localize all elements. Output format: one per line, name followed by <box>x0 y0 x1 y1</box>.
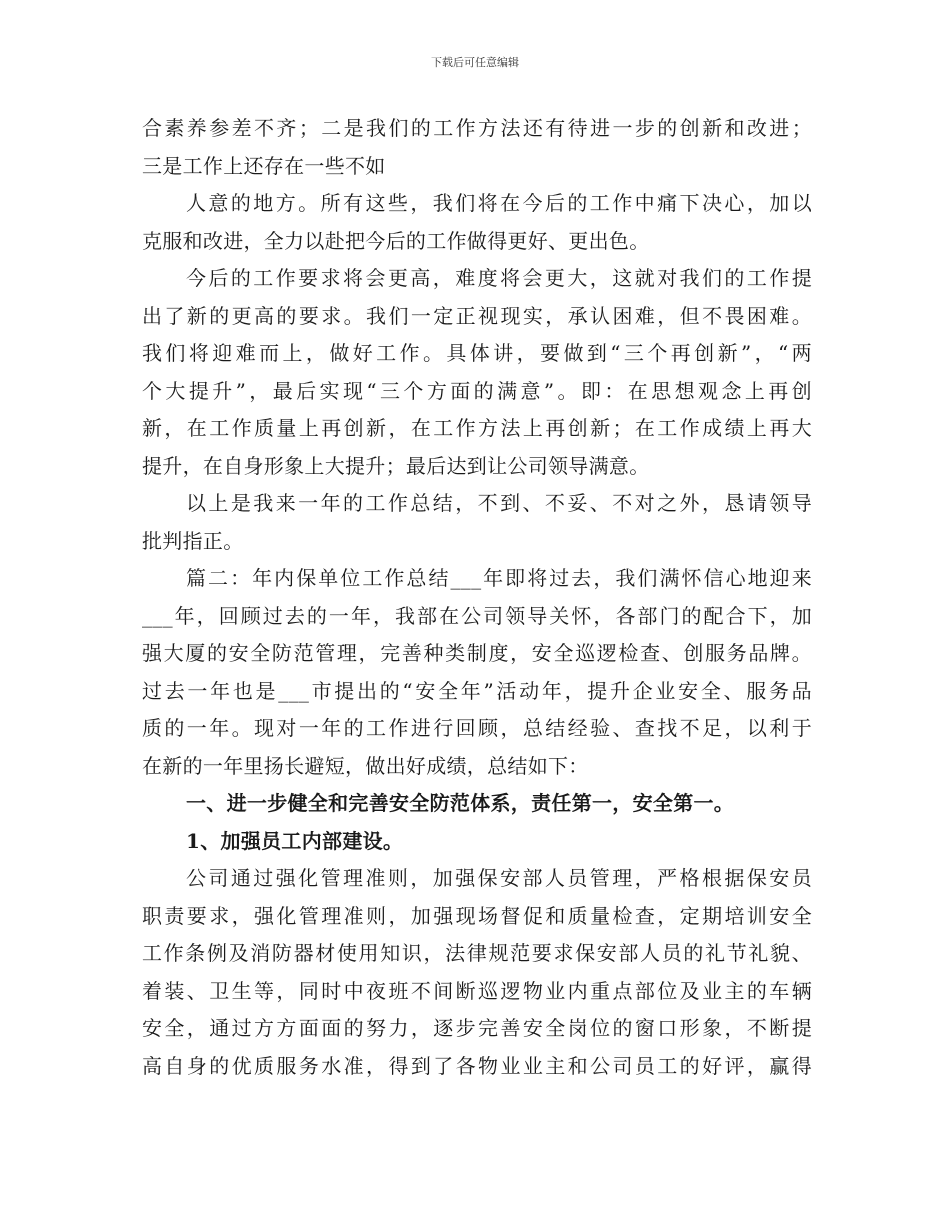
paragraph-line: 篇二：年内保单位工作总结___年即将过去，我们满怀信心地迎来 <box>186 566 812 590</box>
paragraph-line: 着装、卫生等，同时中夜班不间断巡逻物业内重点部位及业主的车辆 <box>142 978 812 1003</box>
paragraph-line: 过去一年也是___市提出的“安全年”活动年，提升企业安全、服务品 <box>142 678 812 703</box>
paragraph-line: 人意的地方。所有这些，我们将在今后的工作中痛下决心，加以 <box>186 191 812 215</box>
paragraph-line: 出了新的更高的要求。我们一定正视现实，承认困难，但不畏困难。 <box>142 303 812 328</box>
paragraph-line: 公司通过强化管理准则，加强保安部人员管理，严格根据保安员 <box>186 866 812 890</box>
paragraph-line: 批判指正。 <box>142 528 244 553</box>
paragraph-line: 合素养参差不齐；二是我们的工作方法还有待进一步的创新和改进； <box>142 116 812 140</box>
paragraph-line: 个大提升”，最后实现“三个方面的满意”。即：在思想观念上再创 <box>142 378 812 403</box>
paragraph-line: 高自身的优质服务水准，得到了各物业业主和公司员工的好评，赢得 <box>142 1053 812 1078</box>
paragraph-line: 质的一年。现对一年的工作进行回顾，总结经验、查找不足，以利于 <box>142 716 812 740</box>
paragraph-line: 在新的一年里扬长避短，做出好成绩，总结如下： <box>142 753 589 778</box>
paragraph-line: 安全，通过方方面面的努力，逐步完善安全岗位的窗口形象，不断提 <box>142 1016 812 1040</box>
paragraph-line: 克服和改进，全力以赴把今后的工作做得更好、更出色。 <box>142 228 650 253</box>
paragraph-line: 强大厦的安全防范管理，完善种类制度，安全巡逻检查、创服务品牌。 <box>142 641 812 665</box>
page-header: 下载后可任意编辑 <box>431 56 519 69</box>
paragraph-line: 新，在工作质量上再创新，在工作方法上再创新；在工作成绩上再大 <box>142 416 812 440</box>
section-heading-line: 1、加强员工内部建设。 <box>186 828 404 853</box>
document-body <box>142 110 812 1085</box>
paragraph-line: 提升，在自身形象上大提升；最后达到让公司领导满意。 <box>142 453 650 478</box>
paragraph-line: 今后的工作要求将会更高，难度将会更大，这就对我们的工作提 <box>186 266 812 290</box>
paragraph-line: 我们将迎难而上，做好工作。具体讲，要做到“三个再创新”，“两 <box>142 341 812 365</box>
paragraph-line: 以上是我来一年的工作总结，不到、不妥、不对之外，恳请领导 <box>186 491 812 515</box>
paragraph-line: 三是工作上还存在一些不如 <box>142 153 386 178</box>
paragraph-line: ___年，回顾过去的一年，我部在公司领导关怀，各部门的配合下，加 <box>142 603 812 628</box>
paragraph-line: 职责要求，强化管理准则，加强现场督促和质量检查，定期培训安全 <box>142 903 812 928</box>
paragraph-line: 工作条例及消防器材使用知识，法律规范要求保安部人员的礼节礼貌、 <box>142 941 812 965</box>
section-heading-line: 一、进一步健全和完善安全防范体系，责任第一，安全第一。 <box>186 791 735 815</box>
